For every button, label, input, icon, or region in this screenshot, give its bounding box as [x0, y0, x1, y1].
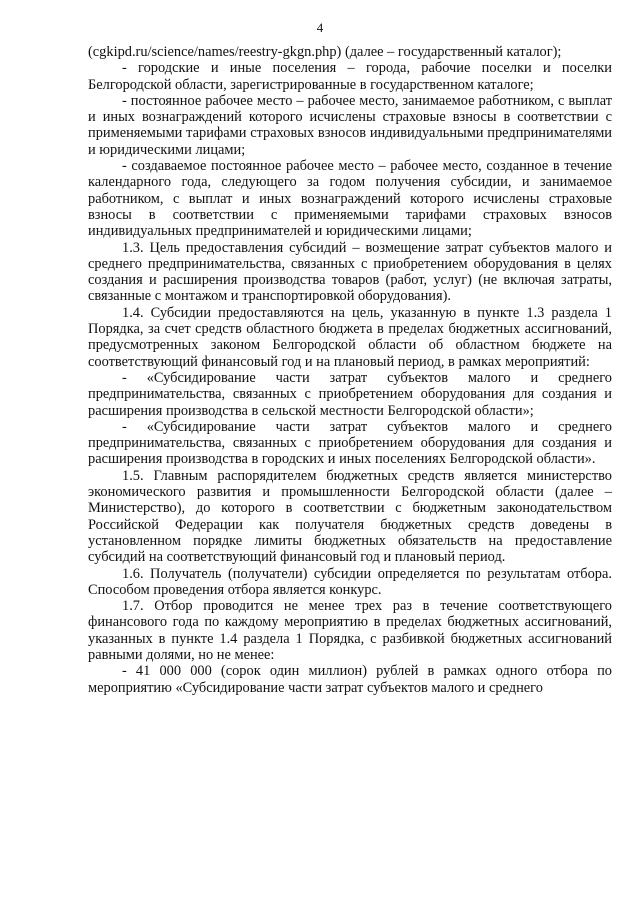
paragraph-definition-permanent-workplace: - постоянное рабочее место – рабочее место, занимаемое работником, с выплат и иных вознаграждений которого исчислены страховые взносы в соответствии с применяемыми тарифами страховых взносов индивидуальными предпринимателями и юридическими лицами; — [88, 92, 612, 158]
paragraph-1-5: 1.5. Главным распорядителем бюджетных средств является министерство экономического развития и промышленности Белгородской области (далее – Министерство), до которого в соответствии с бюджетным законодательством Российской Федерации как получателя бюджетных средств доведены в установленном порядке лимиты бюджетных обязательств на предоставление субсидий на соответствующий финансовый год и плановый период. — [88, 467, 612, 566]
paragraph-definition-settlements: - городские и иные поселения – города, рабочие поселки и поселки Белгородской области, зарегистрированные в государственном каталоге; — [88, 60, 612, 93]
paragraph-1-6: 1.6. Получатель (получатели) субсидии определяется по результатам отбора. Способом проведения отбора является конкурс. — [88, 565, 612, 598]
paragraph-catalog-link: (cgkipd.ru/science/names/reestry-gkgn.php) (далее – государственный каталог); — [88, 44, 562, 60]
paragraph-1-4: 1.4. Субсидии предоставляются на цель, указанную в пункте 1.3 раздела 1 Порядка, за счет средств областного бюджета в пределах бюджетных ассигнований, предусмотренных законом Белгородской области об областном бюджете на соответствующий финансовый год и на плановый период, в рамках мероприятий: — [88, 304, 612, 370]
document-body — [88, 44, 612, 696]
paragraph-definition-created-workplace: - создаваемое постоянное рабочее место – рабочее место, созданное в течение календарного года, следующего за годом получения субсидии, и занимаемое работником, с выплат и иных вознаграждений которого исчислены страховые взносы в соответствии с применяемыми тарифами страховых взносов индивидуальных предпринимателей и юридическими лицами; — [88, 158, 612, 240]
paragraph-1-3: 1.3. Цель предоставления субсидий – возмещение затрат субъектов малого и среднего предпринимательства, связанных с приобретением оборудования в целях создания и расширения производства товаров (работ, услуг) (не включая затраты, связанные с монтажом и транспортировкой оборудования). — [88, 239, 612, 305]
paragraph-measure-urban: - «Субсидирование части затрат субъектов малого и среднего предпринимательства, связанных с приобретением оборудования для создания и расширения производства в городских и иных поселениях Белгородской области». — [88, 418, 612, 468]
paragraph-1-7: 1.7. Отбор проводится не менее трех раз в течение соответствующего финансового года по каждому мероприятию в пределах бюджетных ассигнований, указанных в пункте 1.4 раздела 1 Порядка, с разбивкой бюджетных ассигнований равными долями, но не менее: — [88, 598, 612, 663]
page-number: 4 — [316, 20, 324, 35]
paragraph-measure-rural: - «Субсидирование части затрат субъектов малого и среднего предпринимательства, связанных с приобретением оборудования для создания и расширения производства в сельской местности Белгородской области»; — [88, 369, 612, 419]
paragraph-amount: - 41 000 000 (сорок один миллион) рублей в рамках одного отбора по мероприятию «Субсидирование части затрат субъектов малого и среднего — [88, 663, 612, 696]
